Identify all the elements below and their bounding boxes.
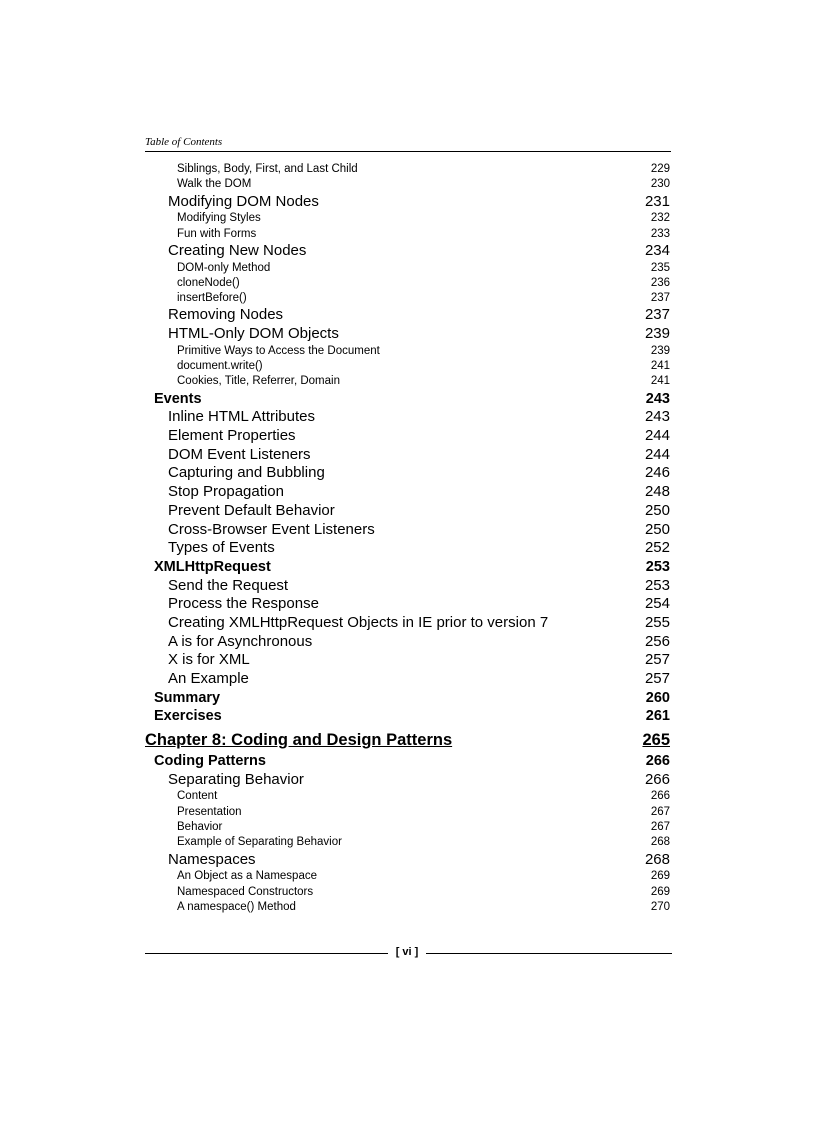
toc-subsection bbox=[145, 595, 670, 614]
page-number: [ vi ] bbox=[395, 946, 419, 958]
toc-entry-page: 254 bbox=[644, 595, 670, 613]
toc-entry-title: X is for XML bbox=[168, 651, 250, 669]
toc-entry-page: 267 bbox=[650, 805, 670, 818]
toc-subsection bbox=[145, 446, 670, 465]
toc-entry-title: An Object as a Namespace bbox=[177, 870, 317, 883]
toc-entry-title: Events bbox=[154, 390, 202, 407]
toc-subsubsection bbox=[145, 359, 670, 374]
toc-entry-title: Exercises bbox=[154, 708, 222, 725]
toc-entry-page: 246 bbox=[644, 464, 670, 482]
toc-entry-title: A is for Asynchronous bbox=[168, 632, 313, 650]
toc-chapter bbox=[145, 728, 670, 752]
toc-entry-page: 239 bbox=[644, 325, 670, 343]
toc-entry-title: Siblings, Body, First, and Last Child bbox=[177, 163, 358, 175]
toc-entry-title: Namespaces bbox=[168, 850, 256, 868]
toc-entry-title: Cross-Browser Event Listeners bbox=[168, 520, 375, 538]
toc-entry-page: 257 bbox=[644, 651, 670, 669]
toc-entry-title: Presentation bbox=[177, 805, 242, 818]
toc-entry-title: HTML-Only DOM Objects bbox=[168, 325, 339, 343]
toc-entry-title: Creating XMLHttpRequest Objects in IE prior to version 7 bbox=[168, 613, 549, 631]
toc-subsection bbox=[145, 539, 670, 558]
toc-entry-page: 233 bbox=[650, 227, 670, 240]
toc-entry-page: 261 bbox=[645, 708, 670, 725]
toc-entry-title: Cookies, Title, Referrer, Domain bbox=[177, 375, 340, 388]
toc-subsubsection bbox=[145, 900, 670, 915]
toc-section bbox=[145, 558, 670, 577]
toc-subsubsection bbox=[145, 835, 670, 850]
toc-entry-page: 270 bbox=[650, 900, 670, 913]
header-title: Table of Contents bbox=[145, 136, 223, 148]
toc-entry-page: 253 bbox=[644, 576, 670, 594]
toc-entry-page: 269 bbox=[650, 885, 670, 898]
footer-rule-left bbox=[145, 953, 388, 954]
toc-entry-page: 235 bbox=[650, 261, 670, 274]
toc-subsection bbox=[145, 408, 670, 427]
toc-entry-page: 256 bbox=[644, 632, 670, 650]
page-footer bbox=[145, 946, 672, 960]
toc-subsection bbox=[145, 306, 670, 325]
toc-entry-page: 243 bbox=[645, 390, 670, 407]
toc-entry-title: document.write() bbox=[177, 360, 263, 373]
toc-entry-page: 266 bbox=[650, 790, 670, 803]
running-header bbox=[145, 134, 671, 152]
toc-entry-page: 248 bbox=[644, 483, 670, 501]
toc-subsection bbox=[145, 614, 670, 633]
toc-subsection bbox=[145, 521, 670, 540]
toc-subsection bbox=[145, 577, 670, 596]
toc-subsubsection bbox=[145, 344, 670, 359]
toc-entry-page: 269 bbox=[650, 870, 670, 883]
toc-entry-page: 237 bbox=[644, 306, 670, 324]
toc-entry-page: 231 bbox=[644, 192, 670, 210]
toc-subsection bbox=[145, 771, 670, 790]
toc-subsection bbox=[145, 193, 670, 212]
toc-subsection bbox=[145, 670, 670, 689]
toc-entry-page: 243 bbox=[644, 408, 670, 426]
toc-entry-title: Removing Nodes bbox=[168, 306, 284, 324]
toc-entry-title: Modifying Styles bbox=[177, 212, 261, 225]
toc-entry-title: Chapter 8: Coding and Design Patterns bbox=[145, 731, 453, 750]
toc-entry-title: cloneNode() bbox=[177, 276, 240, 289]
toc-entry-page: 255 bbox=[644, 613, 670, 631]
toc-entry-page: 241 bbox=[650, 375, 670, 388]
toc-entry-title: Modifying DOM Nodes bbox=[168, 192, 319, 210]
toc-entry-title: Behavior bbox=[177, 821, 223, 834]
toc-entry-title: Summary bbox=[154, 689, 221, 706]
toc-subsubsection bbox=[145, 291, 670, 306]
toc-entry-title: Creating New Nodes bbox=[168, 241, 307, 259]
toc-entry-title: Inline HTML Attributes bbox=[168, 408, 316, 426]
toc-entry-title: XMLHttpRequest bbox=[154, 558, 271, 575]
toc-entry-title: Namespaced Constructors bbox=[177, 885, 314, 898]
toc-entry-title: Element Properties bbox=[168, 427, 296, 445]
toc-entry-page: 252 bbox=[644, 539, 670, 557]
toc-entry-page: 234 bbox=[644, 241, 670, 259]
toc-subsubsection bbox=[145, 789, 670, 804]
toc-subsubsection bbox=[145, 162, 670, 177]
toc-entry-page: 266 bbox=[644, 770, 670, 788]
toc-entry-page: 260 bbox=[645, 689, 670, 706]
toc-entry-title: Capturing and Bubbling bbox=[168, 464, 325, 482]
toc-section bbox=[145, 707, 670, 726]
toc-subsection bbox=[145, 483, 670, 502]
toc-entry-page: 267 bbox=[650, 821, 670, 834]
toc-entry-page: 265 bbox=[642, 731, 670, 750]
toc-subsection bbox=[145, 651, 670, 670]
toc-entry-title: insertBefore() bbox=[177, 292, 247, 305]
toc-entry-page: 268 bbox=[644, 850, 670, 868]
toc-entry-page: 250 bbox=[644, 520, 670, 538]
toc-entry-title: Example of Separating Behavior bbox=[177, 836, 342, 849]
toc-entry-page: 244 bbox=[644, 445, 670, 463]
toc-entry-page: 268 bbox=[650, 836, 670, 849]
toc-entry-title: DOM Event Listeners bbox=[168, 445, 311, 463]
toc-entry-title: Send the Request bbox=[168, 576, 289, 594]
toc-section bbox=[145, 390, 670, 409]
toc-entry-page: 266 bbox=[645, 753, 670, 770]
toc-subsection bbox=[145, 502, 670, 521]
toc-entry-page: 236 bbox=[650, 276, 670, 289]
toc-entry-page: 241 bbox=[650, 360, 670, 373]
toc-entry-title: DOM-only Method bbox=[177, 261, 271, 274]
toc-entry-title: Coding Patterns bbox=[154, 753, 266, 770]
toc-subsubsection bbox=[145, 820, 670, 835]
toc-subsection bbox=[145, 464, 670, 483]
toc-entry-page: 257 bbox=[644, 670, 670, 688]
toc-entry-page: 237 bbox=[650, 292, 670, 305]
toc-subsubsection bbox=[145, 374, 670, 389]
toc-entry-page: 230 bbox=[650, 178, 670, 191]
toc-subsection bbox=[145, 427, 670, 446]
toc-entry-title: Walk the DOM bbox=[177, 178, 252, 191]
toc-subsubsection bbox=[145, 276, 670, 291]
toc-entry-page: 253 bbox=[645, 558, 670, 575]
toc-subsubsection bbox=[145, 805, 670, 820]
toc-subsection bbox=[145, 851, 670, 870]
toc-subsubsection bbox=[145, 261, 670, 276]
toc-subsubsection bbox=[145, 885, 670, 900]
toc-subsubsection bbox=[145, 869, 670, 884]
toc-entry-title: Content bbox=[177, 790, 218, 803]
table-of-contents bbox=[145, 162, 670, 915]
toc-entry-title: Types of Events bbox=[168, 539, 275, 557]
toc-entry-page: 244 bbox=[644, 427, 670, 445]
toc-entry-title: A namespace() Method bbox=[177, 900, 296, 913]
toc-entry-title: Process the Response bbox=[168, 595, 319, 613]
toc-entry-title: Primitive Ways to Access the Document bbox=[177, 344, 380, 357]
toc-entry-page: 250 bbox=[644, 501, 670, 519]
toc-entry-title: Fun with Forms bbox=[177, 227, 257, 240]
toc-entry-page: 229 bbox=[650, 163, 670, 175]
toc-section bbox=[145, 752, 670, 771]
toc-subsection bbox=[145, 242, 670, 261]
toc-entry-title: Separating Behavior bbox=[168, 770, 304, 788]
toc-subsubsection bbox=[145, 227, 670, 242]
footer-rule-right bbox=[426, 953, 672, 954]
toc-entry-page: 239 bbox=[650, 344, 670, 357]
toc-subsection bbox=[145, 325, 670, 344]
toc-section bbox=[145, 689, 670, 708]
toc-subsection bbox=[145, 633, 670, 652]
toc-entry-title: An Example bbox=[168, 670, 249, 688]
toc-entry-title: Stop Propagation bbox=[168, 483, 284, 501]
toc-subsubsection bbox=[145, 177, 670, 192]
toc-entry-page: 232 bbox=[650, 212, 670, 225]
toc-subsubsection bbox=[145, 211, 670, 226]
toc-entry-title: Prevent Default Behavior bbox=[168, 501, 335, 519]
